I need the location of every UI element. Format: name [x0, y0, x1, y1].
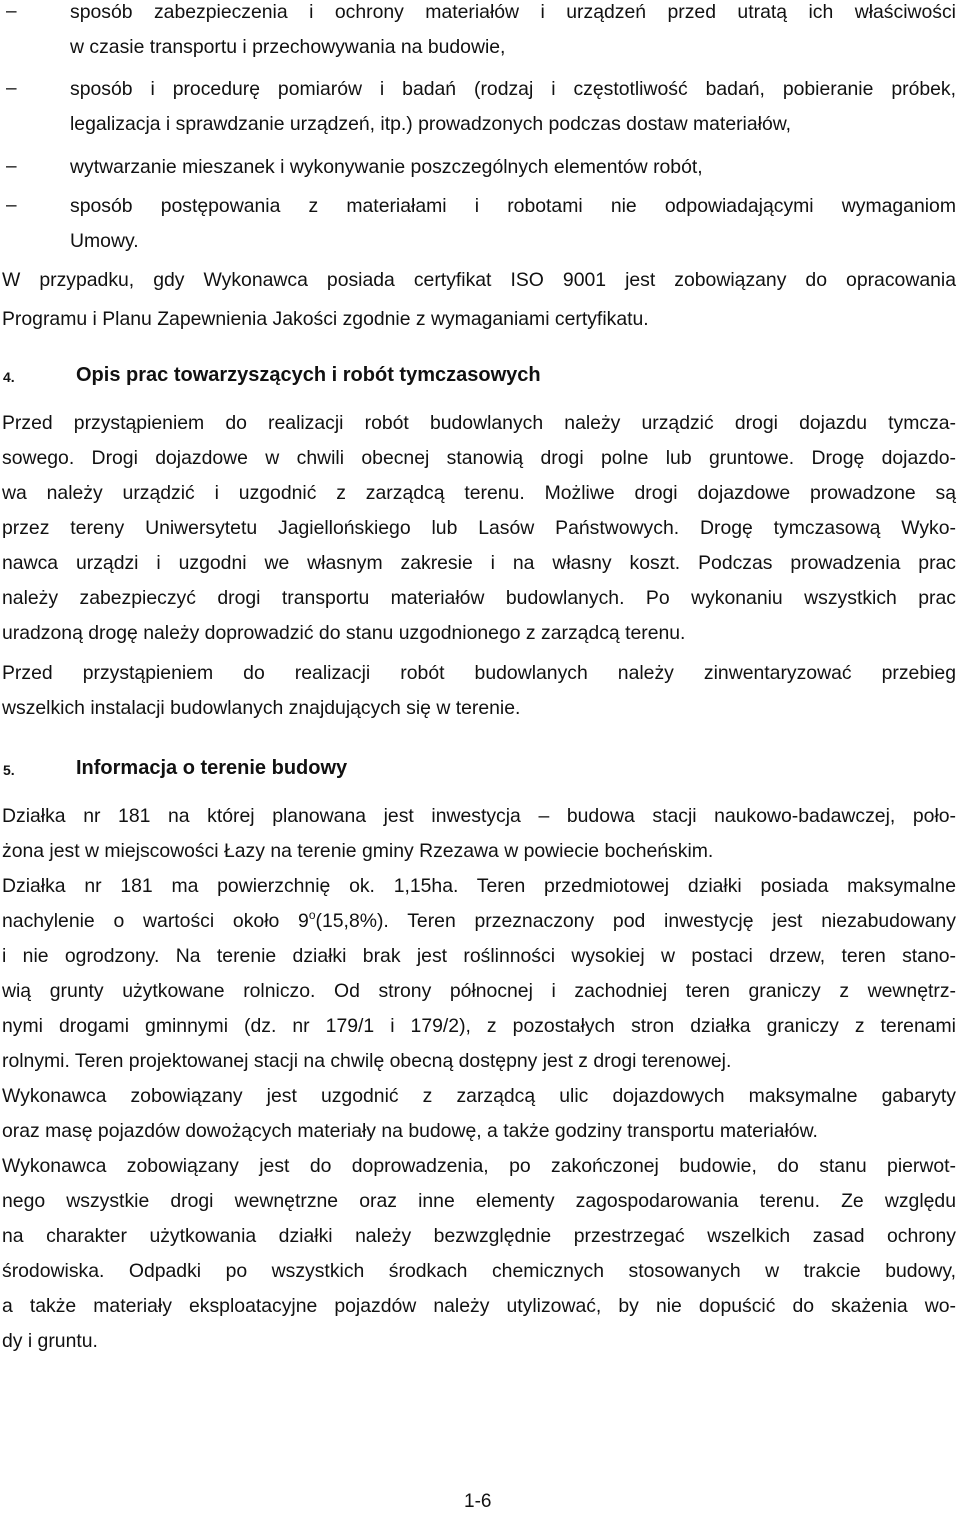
section-5-p4-line: na charakter użytkowania działki należy bezwzględnie przestrzegać wszelkich zasad ochrony [2, 1225, 956, 1247]
section-5-p4-line: dy i gruntu. [2, 1330, 98, 1352]
bullet-dash: – [6, 78, 17, 99]
section-5-p2-line: nymi drogami gminnymi (dz. nr 179/1 i 179/2), z pozostałych stron działka graniczy z terenami [2, 1015, 956, 1037]
section-5-p2-line: Działka nr 181 ma powierzchnię ok. 1,15ha. Teren przedmiotowej działki posiada maksymalne [2, 875, 956, 897]
section-5-number: 5. [3, 762, 15, 778]
section-5-p1-line: żona jest w miejscowości Łazy na terenie gminy Rzezawa w powiecie bocheńskim. [2, 840, 714, 862]
section-4-para-1-line: sowego. Drogi dojazdowe w chwili obecnej stanowią drogi polne lub gruntowe. Drogę dojazdo- [2, 447, 956, 469]
page-number: 1-6 [464, 1491, 492, 1512]
bullet-2-line-1: sposób i procedurę pomiarów i badań (rodzaj i częstotliwość badań, pobieranie próbek, [70, 78, 956, 100]
section-4-para-1-line: Przed przystąpieniem do realizacji robót budowlanych należy urządzić drogi dojazdu tymcza- [2, 412, 956, 434]
section-5-p2-line-with-degree [2, 909, 956, 933]
bullet-1-line-1: sposób zabezpieczenia i ochrony materiałów i urządzeń przed utratą ich właściwości [70, 1, 956, 23]
section-4-para-1-line: przez tereny Uniwersytetu Jagiellońskiego lub Lasów Państwowych. Drogę tymczasową Wyko- [2, 517, 956, 539]
iso-paragraph-line-2: Programu i Planu Zapewnienia Jakości zgodnie z wymaganiami certyfikatu. [2, 308, 649, 330]
bullet-4-line-1: sposób postępowania z materiałami i robotami nie odpowiadającymi wymaganiom [70, 195, 956, 217]
section-5-p4-line: środowiska. Odpadki po wszystkich środkach chemicznych stosowanych w trakcie budowy, [2, 1260, 956, 1282]
section-4-number: 4. [3, 369, 15, 385]
bullet-dash: – [6, 195, 17, 216]
section-4-para-1-line: należy zabezpieczyć drogi transportu materiałów budowlanych. Po wykonaniu wszystkich prac [2, 587, 956, 609]
bullet-2-line-2: legalizacja i sprawdzanie urządzeń, itp.) prowadzonych podczas dostaw materiałów, [70, 113, 792, 135]
section-5-p2-line: rolnymi. Teren projektowanej stacji na chwilę obecną dostępny jest z drogi terenowej. [2, 1050, 732, 1072]
section-5-p3-line: Wykonawca zobowiązany jest uzgodnić z zarządcą ulic dojazdowych maksymalne gabaryty [2, 1085, 956, 1107]
section-5-p4-line: nego wszystkie drogi wewnętrzne oraz inne elementy zagospodarowania terenu. Ze względu [2, 1190, 956, 1212]
section-5-p1-line: Działka nr 181 na której planowana jest inwestycja – budowa stacji naukowo-badawczej, poło- [2, 805, 956, 827]
section-5-p4-line: a także materiały eksploatacyjne pojazdów należy utylizować, by nie dopuścić do skażenia wo- [2, 1295, 956, 1317]
slope-text-b: (15,8%). Teren przeznaczony pod inwestycję jest niezabudowany [315, 910, 956, 932]
slope-text-a: nachylenie o wartości około 9 [2, 910, 309, 932]
iso-paragraph-line-1: W przypadku, gdy Wykonawca posiada certyfikat ISO 9001 jest zobowiązany do opracowania [2, 269, 956, 291]
degree-sign: o [308, 908, 316, 922]
bullet-dash: – [6, 1, 17, 22]
section-4-para-2-line: wszelkich instalacji budowlanych znajdujących się w terenie. [2, 697, 521, 719]
section-5-title: Informacja o terenie budowy [76, 757, 348, 779]
section-4-para-1-line: uradzoną drogę należy doprowadzić do stanu uzgodnionego z zarządcą terenu. [2, 622, 686, 644]
section-5-p4-line: Wykonawca zobowiązany jest do doprowadzenia, po zakończonej budowie, do stanu pierwot- [2, 1155, 956, 1177]
bullet-3-line-1: wytwarzanie mieszanek i wykonywanie poszczególnych elementów robót, [70, 156, 703, 178]
section-4-para-1-line: wa należy urządzić i uzgodnić z zarządcą terenu. Możliwe drogi dojazdowe prowadzone są [2, 482, 956, 504]
section-5-p2-line: i nie ogrodzony. Na terenie działki brak jest roślinności wysokiej w postaci drzew, teren stano- [2, 945, 956, 967]
bullet-4-line-2: Umowy. [70, 230, 139, 252]
section-5-p2-line: wią grunty użytkowane rolniczo. Od strony północnej i zachodniej teren graniczy z wewnętrz- [2, 980, 956, 1002]
section-4-para-2-line: Przed przystąpieniem do realizacji robót budowlanych należy zinwentaryzować przebieg [2, 662, 956, 684]
bullet-dash: – [6, 156, 17, 177]
section-4-title: Opis prac towarzyszących i robót tymczasowych [76, 364, 541, 386]
section-4-para-1-line: nawca urządzi i uzgodni we własnym zakresie i na własny koszt. Podczas prowadzenia prac [2, 552, 956, 574]
section-5-p3-line: oraz masę pojazdów dowożących materiały na budowę, a także godziny transportu materiałów. [2, 1120, 818, 1142]
bullet-1-line-2: w czasie transportu i przechowywania na budowie, [70, 36, 506, 58]
